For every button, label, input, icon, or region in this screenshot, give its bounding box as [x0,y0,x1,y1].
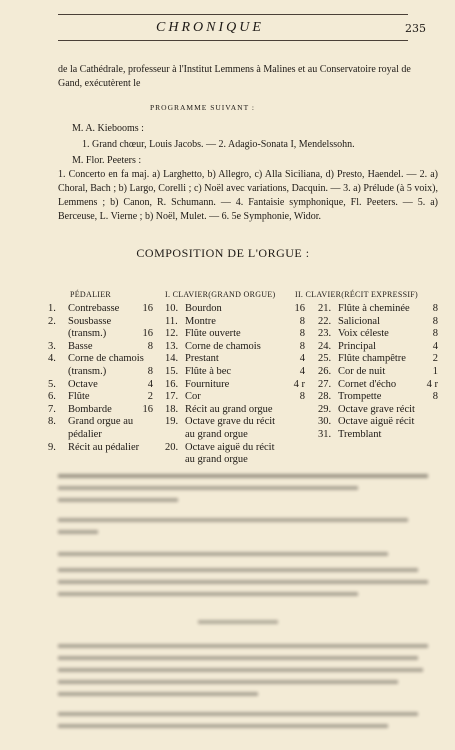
organ-stop [48,328,153,341]
stop-size: 4 [299,353,305,365]
stop-number: 22. [318,315,332,327]
stop-number: 19. [165,416,179,428]
stop-name: Contrebasse [68,303,120,314]
stop-size: 4 [299,365,305,377]
stop-name: Tremblant [338,428,382,440]
stop-name: Octave [68,378,98,390]
stop-name: Corne de chamois [185,340,261,352]
stop-number: 17. [165,391,179,403]
organ-stop [48,303,153,316]
stop-size: 4 r [293,378,305,390]
clavier-2-stop-list [318,303,438,442]
stop-number: 30. [318,416,332,428]
organ-stop [165,341,305,354]
stop-number: 23. [318,328,332,340]
stop-size: 4 [432,340,438,352]
stop-size: 16 [294,303,305,314]
stop-number: 21. [318,303,332,314]
stop-name: Cor de nuit [338,365,386,377]
stop-name: Récit au pédalier [68,441,140,453]
stop-size: 8 [432,315,438,327]
column-heading-clavier-2: II. CLAVIER(RÉCIT EXPRESSIF) [295,290,419,299]
stop-name: Prestant [185,353,219,365]
organ-stop [165,391,305,404]
stop-name: Flûte ouverte [185,328,241,340]
stop-size: 8 [432,303,438,314]
stop-name: Cor [185,391,201,403]
stop-name: au grand orgue [185,428,248,440]
performer-1: M. A. Kiebooms : [72,123,144,134]
stop-number: 12. [165,328,179,340]
stop-number: 27. [318,378,332,390]
organ-stop [48,366,153,379]
stop-size: 2 [432,353,438,365]
stop-name: Principal [338,340,376,352]
stop-number: 1. [48,303,56,314]
stop-number: 14. [165,353,179,365]
stop-number: 18. [165,403,179,415]
organ-stop [48,391,153,404]
stop-number: 3. [48,340,56,352]
stop-number: 4. [48,353,56,365]
stop-name: Bourdon [185,303,222,314]
stop-number: 2. [48,315,56,327]
stop-number: 20. [165,441,179,453]
stop-name: (transm.) [68,328,107,340]
organ-stop [318,366,438,379]
stop-size: 8 [299,328,305,340]
stop-number: 24. [318,340,332,352]
organ-stop [165,404,305,417]
organ-stop [318,303,438,316]
stop-number: 6. [48,391,56,403]
organ-stop [48,416,153,429]
clavier-1-stop-list [165,303,305,467]
composition-heading: COMPOSITION DE L'ORGUE : [136,246,310,260]
header-rule-bottom [58,40,408,41]
organ-stop [165,353,305,366]
stop-number [165,454,185,467]
stop-size: 8 [147,365,153,377]
stop-name: (transm.) [68,365,107,377]
organ-stop [165,429,305,442]
stop-name: Flûte à cheminée [338,303,410,314]
stop-number: 8. [48,416,56,428]
stop-name: Flûte à bec [185,365,232,377]
stop-number: 16. [165,378,179,390]
blurred-lower-text [58,470,438,730]
stop-size: 2 [147,391,153,403]
intro-paragraph: de la Cathédrale, professeur à l'Institut Lemmens à Malines et au Conservatoire royal de Gand, exécutèrent le [58,64,411,89]
organ-stop [48,404,153,417]
stop-name: Flûte [68,391,90,403]
organ-stop [318,416,438,429]
organ-stop [165,316,305,329]
stop-size: 8 [299,315,305,327]
stop-name: Octave grave du récit [185,416,276,428]
stop-name: Bombarde [68,403,112,415]
organ-stop [48,379,153,392]
stop-size: 4 [147,378,153,390]
stop-name: pédalier [68,428,102,440]
organ-stop [165,328,305,341]
organ-stop [48,429,153,442]
organ-stop [165,366,305,379]
stop-size: 8 [432,391,438,403]
stop-number: 9. [48,441,56,453]
organ-stop [318,391,438,404]
stop-size: 8 [432,328,438,340]
organ-stop [165,303,305,316]
header-rule-top [58,14,408,15]
pedalier-stop-list [48,303,153,454]
stop-number: 13. [165,340,179,352]
organ-stop [318,353,438,366]
stop-number: 7. [48,403,56,415]
organ-stop [318,404,438,417]
stop-number: 11. [165,315,178,327]
page-header-title: CHRONIQUE [156,20,264,35]
organ-stop [318,328,438,341]
stop-name: Octave aiguë récit [338,416,415,428]
organ-stop [48,341,153,354]
performer-2: M. Flor. Peeters : [72,155,142,166]
stop-number: 26. [318,365,332,377]
stop-size: 8 [299,391,305,403]
stop-name: Salicional [338,315,380,327]
stop-size: 8 [147,340,153,352]
organ-stop [165,416,305,429]
organ-stop [318,379,438,392]
stop-number: 15. [165,365,179,377]
organ-stop [48,316,153,329]
page-number: 235 [405,22,426,35]
stop-size: 8 [299,340,305,352]
stop-number: 10. [165,303,179,314]
stop-size: 16 [142,303,153,314]
stop-number [48,366,68,379]
stop-name: Voix céleste [338,328,389,340]
stop-number: 29. [318,403,332,415]
stop-name: Récit au grand orgue [185,403,273,415]
stop-name: Flûte champêtre [338,353,406,365]
organ-stop [318,429,438,442]
program-1: 1. Grand chœur, Louis Jacobs. — 2. Adagio-Sonata I, Mendelssohn. [82,139,355,150]
stop-name: Octave grave récit [338,403,415,415]
organ-stop [165,379,305,392]
organ-stop [318,316,438,329]
stop-number: 28. [318,391,332,403]
stop-name: Octave aiguë du récit [185,441,275,453]
stop-number: 31. [318,428,332,440]
stop-number [48,328,68,341]
stop-number: 25. [318,353,332,365]
organ-stop [48,442,153,455]
organ-stop [165,442,305,455]
program-2: 1. Concerto en fa maj. a) Larghetto, b) Allegro, c) Alla Siciliana, d) Presto, Haendel. — 2. a) Choral, Bach ; b) Largo, Corelli ; c) Noël avec variations, Dacquin. — 3. a) Prélude (à 5 voix), Lemmens ; b) Canon, R. Schumann. — 4. Fantaisie symphonique, Fl. Peeters. — 5. a) Berceuse, L. Vierne ; b) Noël, Mulet. — 6. 5e Symphonie, Widor. [58,169,438,222]
stop-number [165,429,185,442]
stop-name: Grand orgue au [68,416,134,428]
program-heading: PROGRAMME SUIVANT : [150,103,255,112]
stop-name: Basse [68,340,93,352]
stop-size: 1 [432,365,438,377]
organ-stop [318,341,438,354]
stop-name: Sousbasse [68,315,112,327]
column-heading-clavier-1: I. CLAVIER(GRAND ORGUE) [165,290,276,299]
stop-name: Corne de chamois [68,353,144,365]
organ-stop [165,454,305,467]
stop-number: 5. [48,378,56,390]
column-heading-pedalier: PÉDALIER [70,290,112,299]
stop-name: Montre [185,315,216,327]
stop-name: Trompette [338,391,382,403]
stop-name: Cornet d'écho [338,378,397,390]
stop-size: 16 [142,403,153,415]
stop-number [48,429,68,442]
organ-stop [48,353,153,366]
stop-name: Fourniture [185,378,230,390]
stop-name: au grand orgue [185,454,248,466]
stop-size: 4 r [426,378,438,390]
stop-size: 16 [142,328,153,340]
